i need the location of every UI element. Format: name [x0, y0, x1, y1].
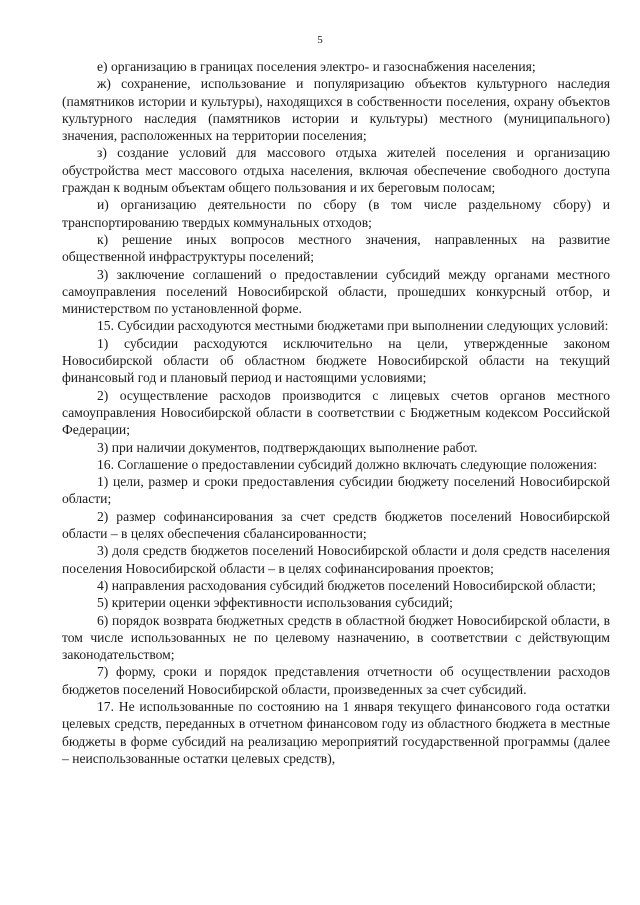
- paragraph-z: з) создание условий для массового отдыха жителей поселения и организацию обустройства мест массового отдыха населения, включая обеспечение свободного доступа граждан к водным объектам общего пользования и их береговым полосам;: [62, 145, 610, 196]
- page-number: 5: [317, 34, 323, 46]
- paragraph-i: и) организацию деятельности по сбору (в том числе раздельному сбору) и транспортированию твердых коммунальных отходов;: [62, 197, 610, 230]
- paragraph-15-item-3: 3) при наличии документов, подтверждающих выполнение работ.: [97, 439, 478, 455]
- paragraph-e: е) организацию в границах поселения электро- и газоснабжения населения;: [97, 59, 536, 74]
- paragraph-16: 16. Соглашение о предоставлении субсидий должно включать следующие положения:: [97, 456, 597, 472]
- paragraph-16-item-2: 2) размер софинансирования за счет средств бюджетов поселений Новосибирской области – в целях обеспечения сбалансированности;: [62, 508, 610, 542]
- paragraph-16-item-3: 3) доля средств бюджетов поселений Новосибирской области и доля средств населения поселения Новосибирской области – в целях софинансирования проектов;: [62, 543, 610, 576]
- paragraph-16-item-5: 5) критерии оценки эффективности использования субсидий;: [97, 595, 453, 611]
- paragraph-15-item-1: 1) субсидии расходуются исключительно на цели, утвержденные законом Новосибирской области об областном бюджете Новосибирской области на текущий финансовый год и плановый период и настоящими условиями;: [62, 335, 610, 386]
- paragraph-17: 17. Не использованные по состоянию на 1 января текущего финансового года остатки целевых средств, переданных в отчетном финансовом году из областного бюджета в местные бюджеты в форме субсидий на реализацию мероприятий государственной программы (далее – неиспользованные остатки целевых средств),: [62, 698, 610, 766]
- paragraph-15-item-2: 2) осуществление расходов производится с лицевых счетов органов местного самоуправления Новосибирской области в соответствии с Бюджетным кодексом Российской Федерации;: [62, 387, 610, 438]
- paragraph-zh: ж) сохранение, использование и популяризацию объектов культурного наследия (памятников истории и культуры), находящихся в собственности поселения, охрану объектов культурного наследия (памятников истории и культуры) местного (муниципального) значения, расположенных на территории поселения;: [62, 76, 610, 144]
- paragraph-16-item-7: 7) форму, сроки и порядок представления отчетности об осуществлении расходов бюджетов поселений Новосибирской области, произведенных за счет субсидий.: [62, 664, 610, 697]
- document-body: [62, 58, 610, 767]
- paragraph-16-item-6: 6) порядок возврата бюджетных средств в областной бюджет Новосибирской области, в том числе использованных не по целевому назначению, в соответствии с действующим законодательством;: [62, 612, 610, 663]
- paragraph-16-item-1: 1) цели, размер и сроки предоставления субсидии бюджету поселений Новосибирской области;: [62, 474, 610, 507]
- paragraph-15: 15. Субсидии расходуются местными бюджетами при выполнении следующих условий:: [97, 318, 609, 334]
- paragraph-k: к) решение иных вопросов местного значения, направленных на развитие общественной инфраструктуры поселений;: [62, 231, 610, 265]
- paragraph-16-item-4: 4) направления расходования субсидий бюджетов поселений Новосибирской области;: [97, 577, 596, 593]
- paragraph-item-3-agreements: 3) заключение соглашений о предоставлении субсидий между органами местного самоуправления поселений Новосибирской области, прошедших конкурсный отбор, и министерством по установленной форме.: [62, 266, 610, 317]
